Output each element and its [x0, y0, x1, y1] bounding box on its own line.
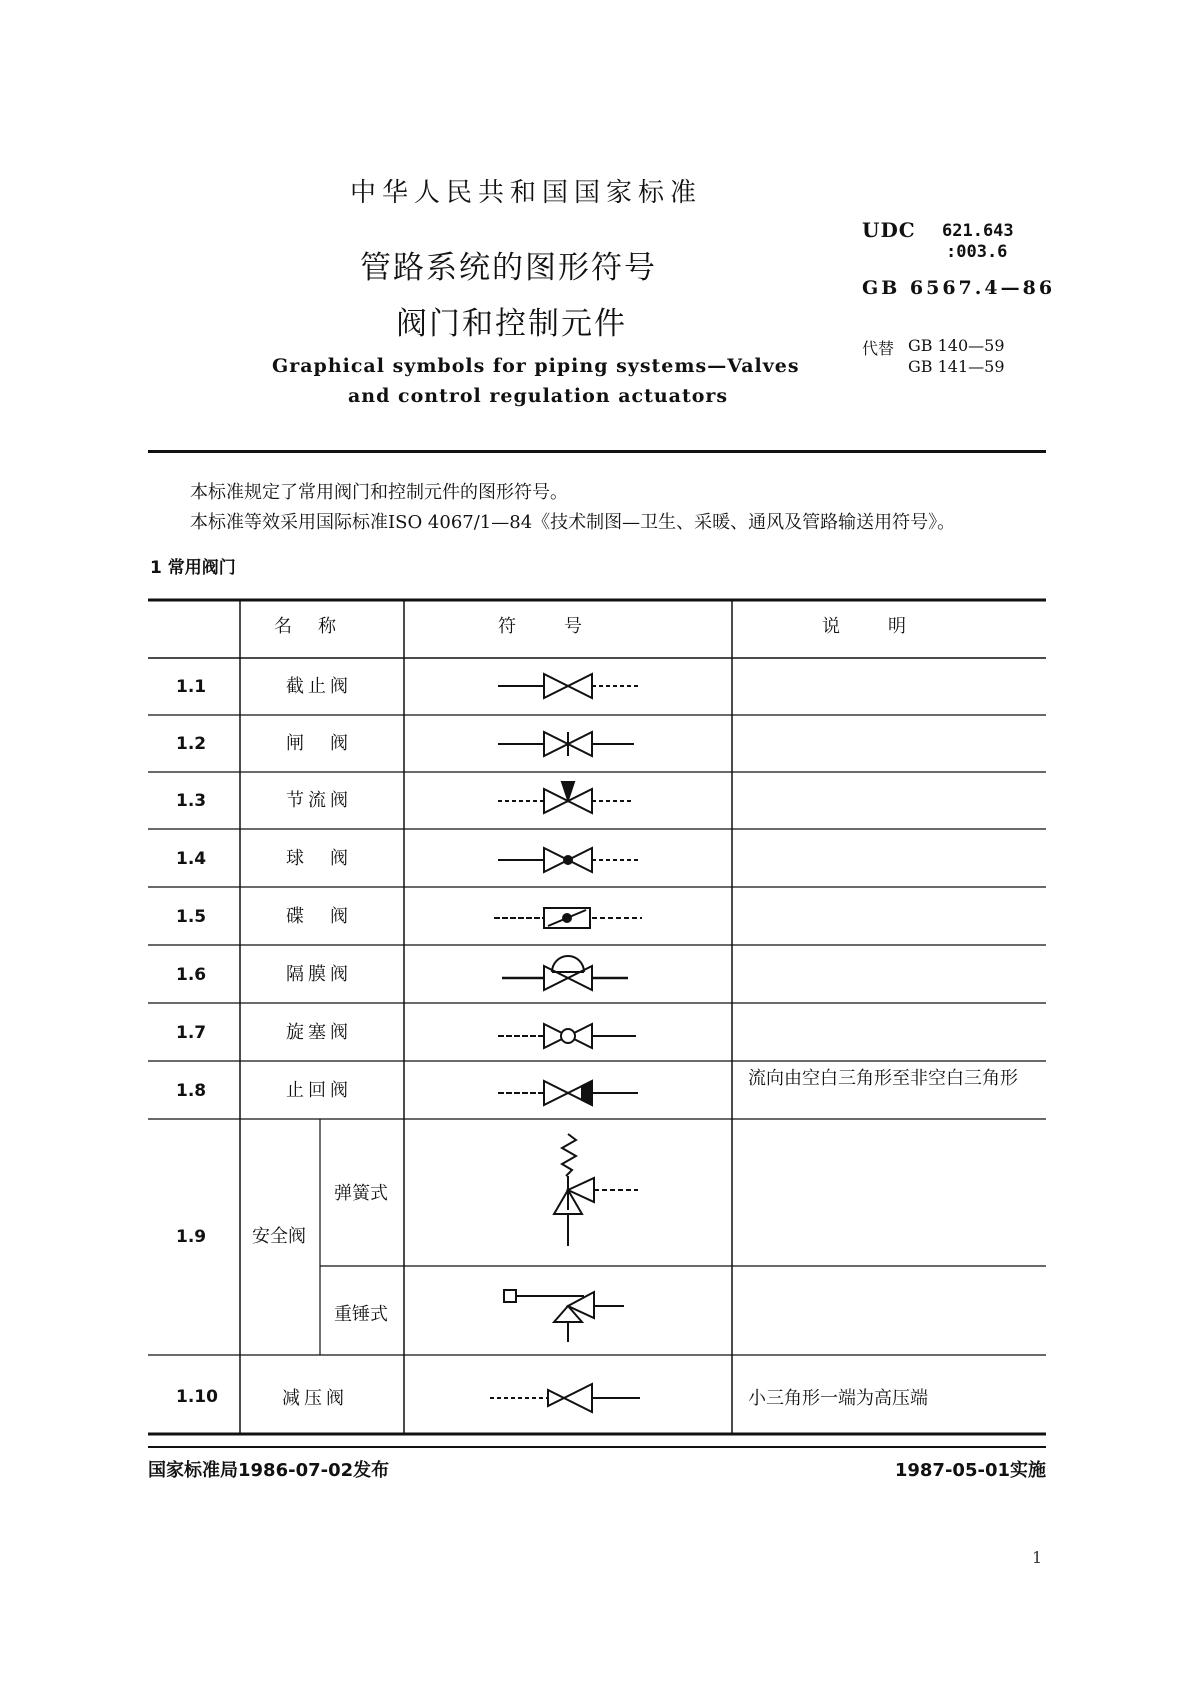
row-number: 1.5 [176, 907, 207, 927]
globe-valve-icon [498, 674, 638, 698]
footer-rule [148, 1446, 1046, 1448]
row-number: 1.6 [176, 965, 207, 985]
row-name: 隔膜阀 [286, 964, 352, 985]
pressure-reducing-valve-icon [490, 1384, 640, 1412]
sub-row-name: 重锤式 [334, 1304, 388, 1325]
row-name: 止回阀 [286, 1080, 352, 1101]
butterfly-valve-icon [494, 908, 642, 928]
title-en-line2: and control regulation actuators [348, 385, 729, 407]
header-symbol: 符 号 [498, 616, 586, 637]
plug-valve-icon [498, 1024, 636, 1048]
row-number: 1.10 [176, 1387, 218, 1407]
section-title: 1 常用阀门 [150, 558, 236, 578]
throttle-valve-icon [498, 782, 634, 813]
row-number: 1.4 [176, 849, 207, 869]
row-name: 闸 阀 [286, 733, 352, 754]
table-grid [148, 598, 1046, 1438]
national-standard-heading: 中华人民共和国国家标准 [350, 178, 703, 208]
row-note: 流向由空白三角形至非空白三角形 [748, 1068, 1018, 1089]
page-number: 1 [1032, 1548, 1043, 1567]
effective-date: 1987-05-01实施 [894, 1460, 1046, 1481]
intro-line-1: 本标准规定了常用阀门和控制元件的图形符号。 [190, 482, 568, 503]
row-name: 减压阀 [282, 1388, 348, 1409]
diaphragm-valve-icon [502, 956, 628, 990]
sub-row-name: 弹簧式 [334, 1183, 388, 1204]
row-name: 球 阀 [286, 848, 352, 869]
valve-symbol-table [148, 598, 1046, 1438]
row-number: 1.2 [176, 734, 207, 754]
ball-valve-icon [498, 848, 640, 872]
issued-date: 国家标准局1986-07-02发布 [148, 1460, 390, 1481]
row-name: 旋塞阀 [286, 1022, 352, 1043]
spring-safety-valve-icon [554, 1134, 638, 1246]
row-name: 碟 阀 [286, 906, 352, 927]
intro-line-2: 本标准等效采用国际标准ISO 4067/1—84《技术制图—卫生、采暖、通风及管路输送用符号》。 [190, 512, 956, 533]
row-number: 1.8 [176, 1081, 207, 1101]
udc-number-2: :003.6 [946, 242, 1008, 262]
row-name: 安全阀 [252, 1226, 306, 1247]
row-number: 1.9 [176, 1227, 207, 1247]
title-cn-line2: 阀门和控制元件 [396, 306, 627, 342]
replaces-2: GB 141—59 [908, 357, 1005, 376]
weight-safety-valve-icon [504, 1290, 624, 1342]
row-number: 1.7 [176, 1023, 207, 1043]
replaces-1: GB 140—59 [908, 336, 1005, 355]
check-valve-icon [498, 1081, 638, 1105]
row-note: 小三角形一端为高压端 [748, 1388, 928, 1409]
title-cn-line1: 管路系统的图形符号 [360, 250, 657, 286]
udc-label: UDC [862, 218, 916, 242]
replaces-label: 代替 [862, 339, 895, 358]
gate-valve-icon [498, 732, 634, 756]
row-name: 节流阀 [286, 790, 352, 811]
title-en-line1: Graphical symbols for piping systems—Valves [272, 355, 800, 377]
header-rule [148, 450, 1046, 453]
row-name: 截止阀 [286, 676, 352, 697]
udc-number-1: 621.643 [942, 221, 1014, 241]
gb-code: GB 6567.4—86 [862, 277, 1056, 299]
header-name: 名 称 [274, 616, 340, 637]
header-description: 说 明 [822, 616, 910, 637]
row-number: 1.1 [176, 677, 207, 697]
row-number: 1.3 [176, 791, 207, 811]
